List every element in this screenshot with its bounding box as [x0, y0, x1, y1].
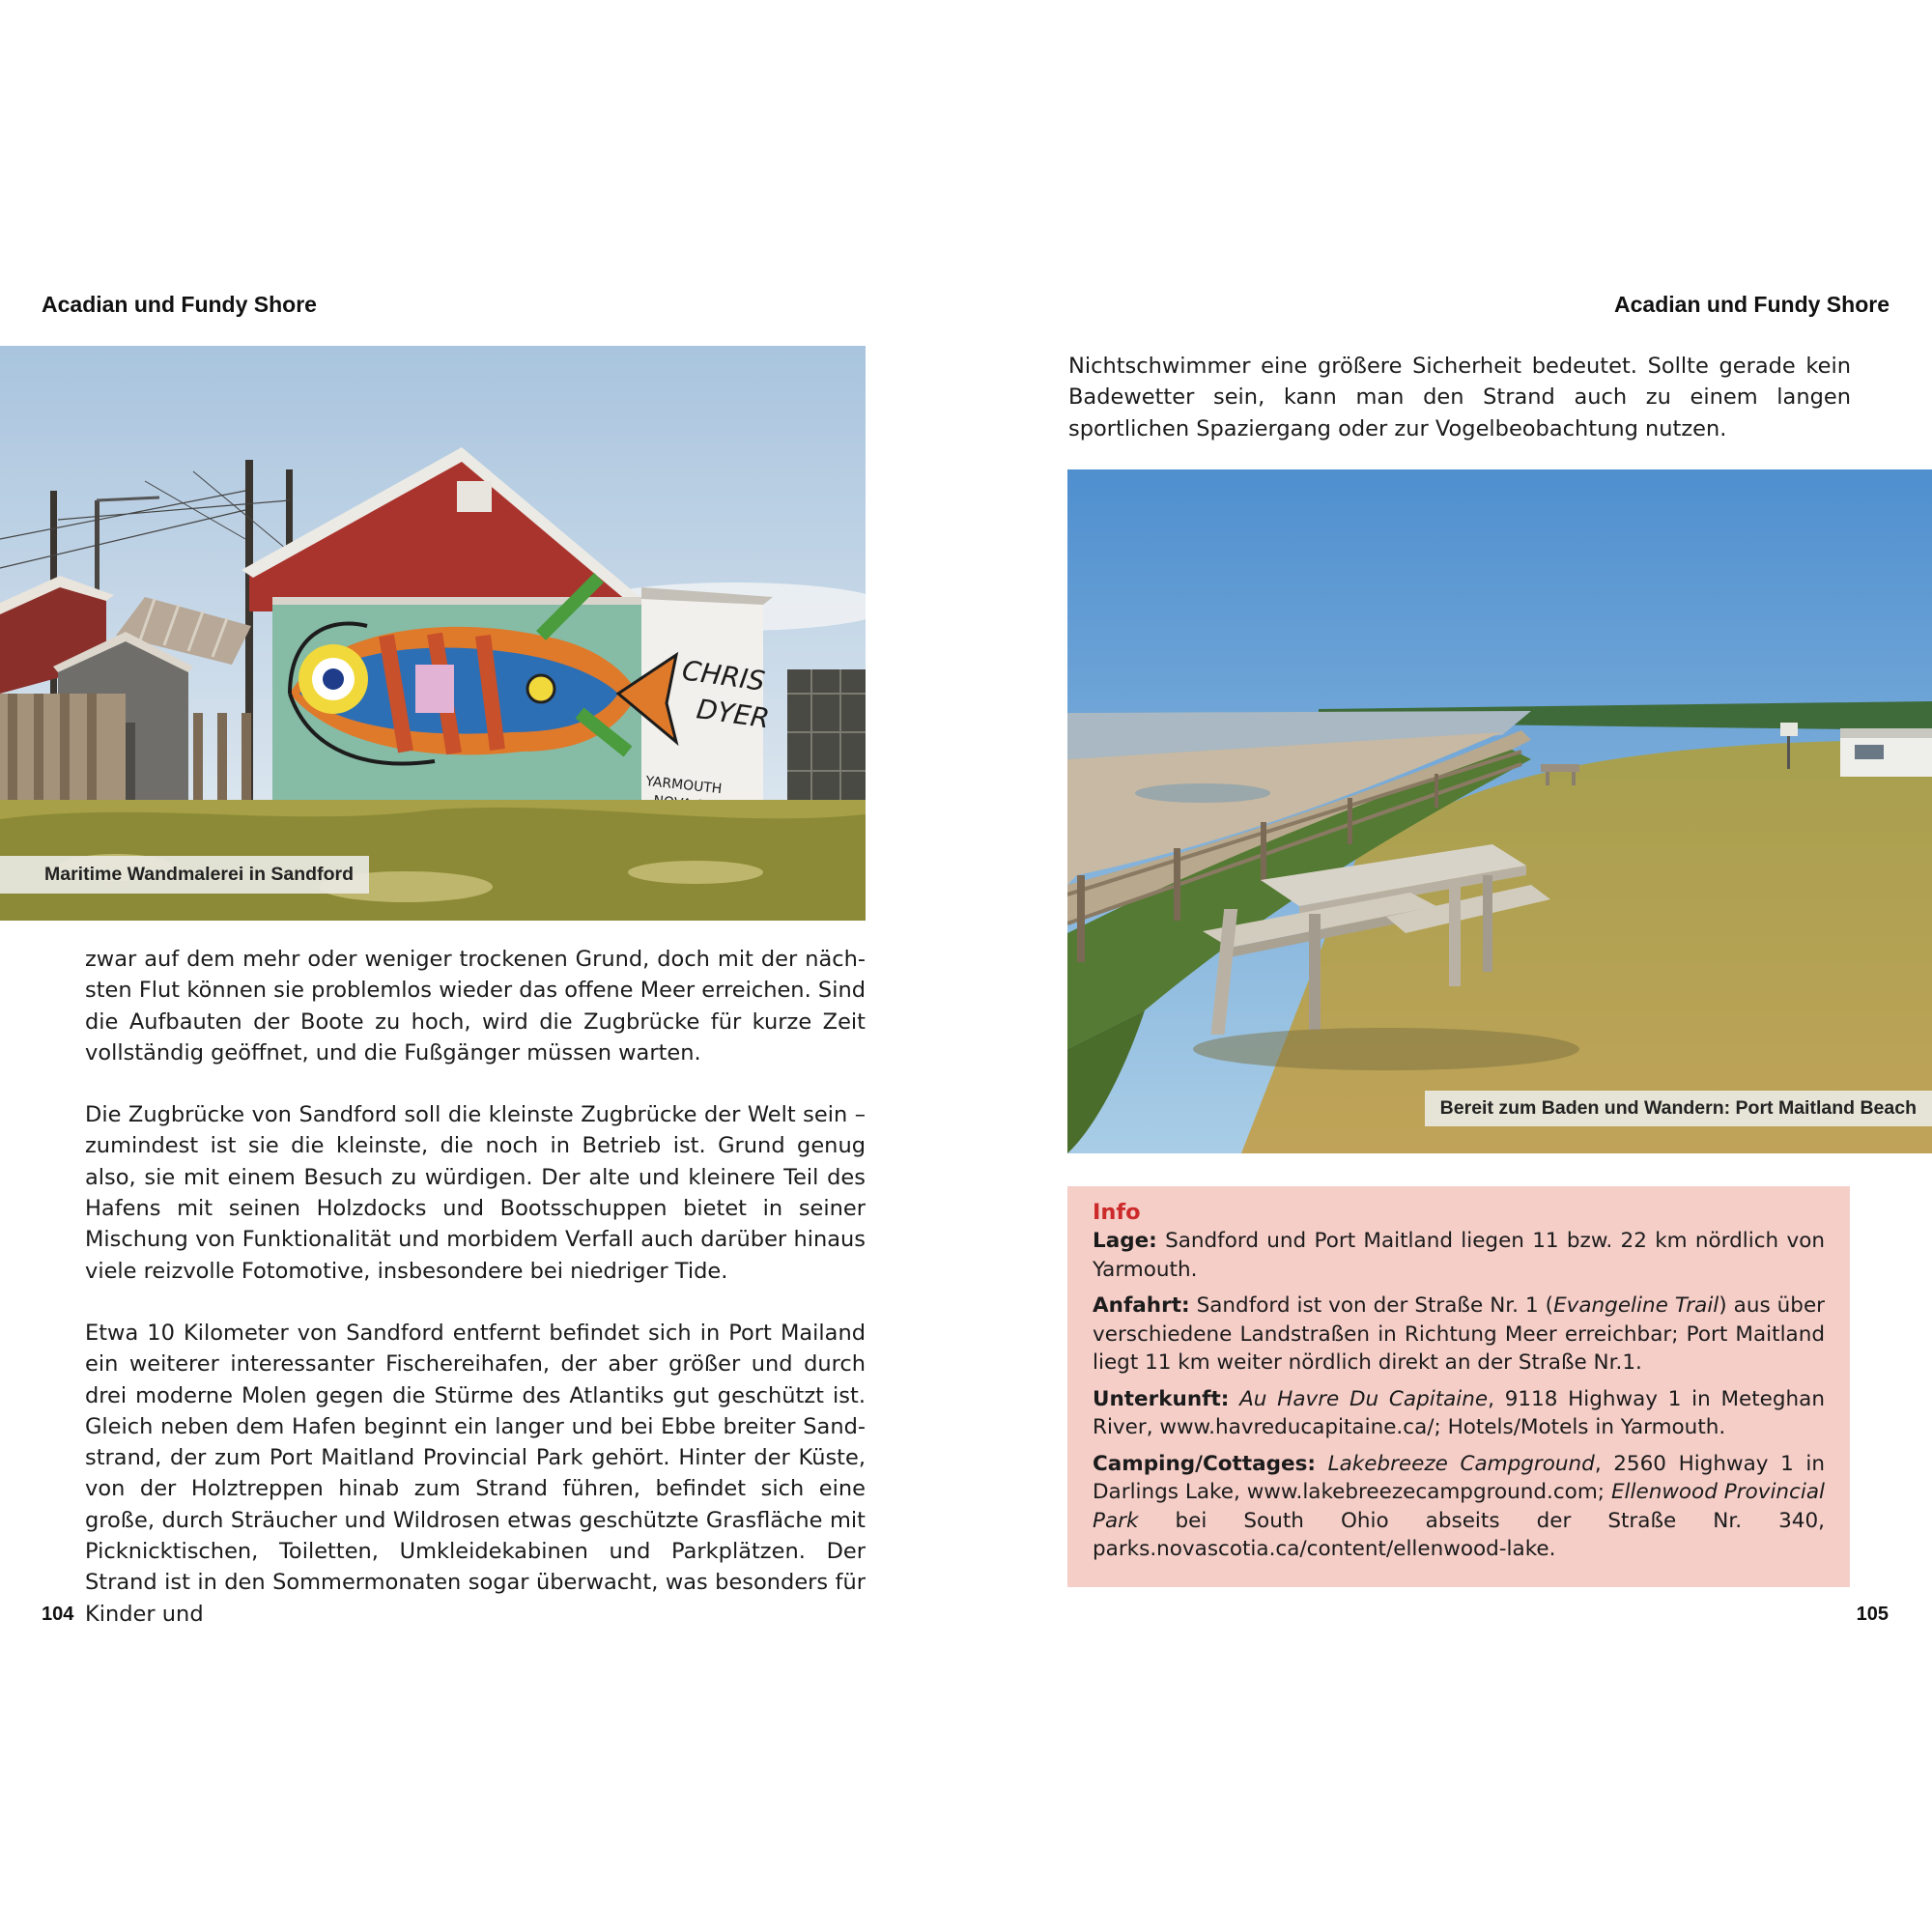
info-unterkunft-label: Unterkunft:: [1093, 1386, 1230, 1411]
info-anfahrt-label: Anfahrt:: [1093, 1293, 1190, 1318]
info-unterkunft-name: Au Havre Du Capitaine: [1239, 1386, 1489, 1411]
running-head-left: Acadian und Fundy Shore: [42, 292, 317, 317]
info-unterkunft: [1093, 1385, 1825, 1442]
info-lage-label: Lage:: [1093, 1229, 1157, 1253]
info-anfahrt: [1093, 1292, 1825, 1378]
left-paragraph-1: zwar auf dem mehr oder weniger trockenen Grund, doch mit der nächsten Flut können sie problemlos wieder das offene Meer erreichen. Sind die Aufbauten der Boote zu hoch, wird die Zugbrücke für kurze Zeit vollständig geöffnet, und die Fußgänger müssen warten.: [85, 947, 866, 1065]
right-intro-text: Nichtschwimmer eine größere Sicherheit bedeutet. Sollte gerade kein Badewetter sein, kann man den Strand auch zu einem langen sportlichen Spaziergang oder zur Vogelbeobachtung nutzen.: [1068, 354, 1851, 441]
page-number-right: 105: [1856, 1604, 1889, 1625]
running-head-right: Acadian und Fundy Shore: [1614, 292, 1889, 317]
photo-caption-left: Maritime Wandmalerei in Sandford: [0, 856, 369, 894]
info-anfahrt-route: Evangeline Trail: [1553, 1293, 1719, 1318]
mural-tag-chris: CHRIS: [680, 654, 767, 697]
info-unterkunft-text: , 9118 Highway 1 in Meteghan River, www.havreducapitaine.ca/; Hotels/Motels in Yarmouth.: [1093, 1386, 1825, 1439]
info-camping-text-2: bei South Ohio abseits der Straße Nr. 340, parks.novascotia.ca/content/ellenwood-lake.: [1093, 1508, 1825, 1561]
left-paragraph-3: Etwa 10 Kilometer von Sandford entfernt befindet sich in Port Mailand ein weiterer interessanter Fischereihafen, der aber größer und durch drei moderne Molen gegen die Stürme des Atlantiks gut geschützt ist. Gleich neben dem Hafen beginnt ein langer und bei Ebbe breiter Sandstrand, der zum Port Maitland Provincial Park gehört. Hinter der Küste, von der Holztreppen hinab zum Strand führen, befindet sich eine große, durch Sträucher und Wildrosen etwas geschützte Grasfläche mit Picknicktischen, Toiletten, Umkleidekabinen und Parkplätzen. Der Strand ist in den Sommermonaten sogar überwacht, was besonders für Kinder und: [85, 1320, 866, 1627]
photo-caption-right: Bereit zum Baden und Wandern: Port Maitland Beach: [1425, 1091, 1932, 1126]
info-camping: [1093, 1450, 1825, 1564]
left-paragraph-2: Die Zugbrücke von Sandford soll die kleinste Zugbrücke der Welt sein – zumindest ist sie die kleinste, die noch in Betrieb ist. Grund genug also, sie mit einem Besuch zu würdigen. Der alte und kleinere Teil des Hafens mit seinen Holzdocks und Bootsschuppen bietet in seiner Mischung von Funktionalität und morbidem Verfall auch darüber hinaus viele reizvolle Fotomotive, insbesondere bei niedriger Tide.: [85, 1102, 866, 1284]
info-anfahrt-text-1: Sandford ist von der Straße Nr. 1 (: [1189, 1293, 1554, 1318]
photo-port-maitland-beach: [1067, 469, 1932, 1153]
info-title: Info: [1093, 1200, 1141, 1225]
info-anfahrt-text-2: ) aus über verschiedene Landstraßen in Richtung Meer erreichbar; Port Maitland liegt 11 km weiter nördlich direkt an der Straße Nr.1.: [1093, 1293, 1826, 1375]
info-camping-name-2: Ellenwood Provincial Park: [1093, 1480, 1825, 1533]
info-lage-text: Sandford und Port Maitland liegen 11 bzw. 22 km nördlich von Yarmouth.: [1093, 1229, 1825, 1282]
info-camping-name-1: Lakebreeze Campground: [1327, 1451, 1595, 1476]
left-body-text: [85, 944, 866, 1630]
mural-tag-dyer: DYER: [695, 693, 772, 735]
page-number-left: 104: [42, 1604, 74, 1625]
photo-mural-sandford: [0, 346, 866, 921]
info-lage: [1093, 1227, 1825, 1284]
info-camping-label: Camping/Cottages:: [1093, 1451, 1316, 1476]
mural-tag-yarmouth: YARMOUTH: [644, 774, 724, 798]
info-box: [1067, 1186, 1850, 1587]
info-camping-text-1: , 2560 Highway 1 in Darlings Lake, www.lakebreezecampground.com;: [1093, 1451, 1825, 1504]
